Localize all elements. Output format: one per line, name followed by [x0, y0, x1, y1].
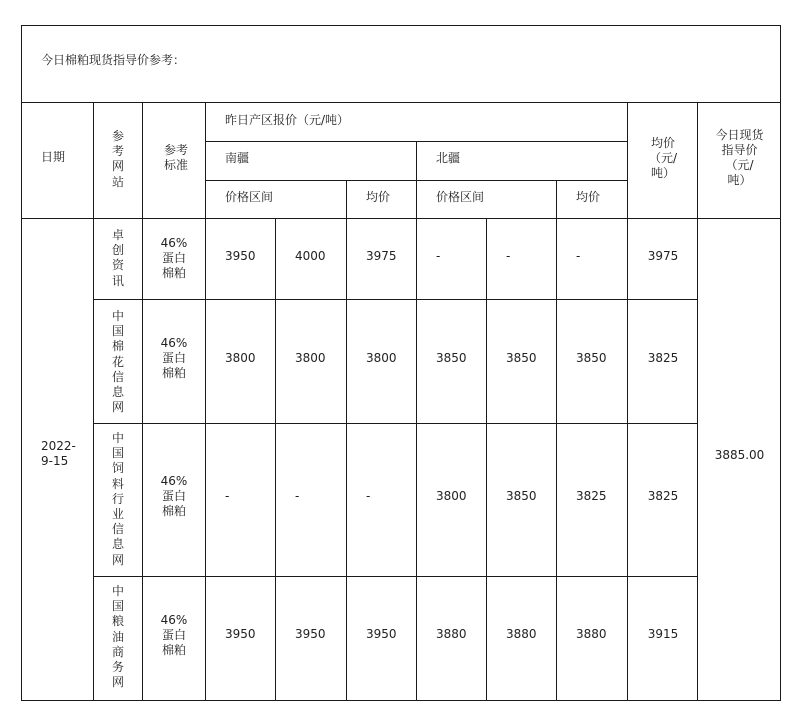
header-bottom-line	[21, 218, 781, 219]
col-line-site	[142, 102, 143, 701]
row2-s-avg: 3800	[366, 351, 397, 365]
row3-standard-l2: 蛋白	[161, 489, 186, 503]
table-title: 今日棉粕现货指导价参考：	[41, 53, 186, 67]
row1-n-avg: -	[576, 249, 581, 263]
row1-n-low: -	[436, 249, 441, 263]
row3-n-high: 3850	[506, 489, 537, 503]
row4-n-high: 3880	[506, 627, 537, 641]
row2-n-high: 3850	[506, 351, 537, 365]
guide-price-value: 3885.00	[714, 448, 765, 462]
row3-s-low: -	[225, 489, 230, 503]
row3-s-avg: -	[366, 489, 371, 503]
col-line-avg	[627, 102, 628, 701]
header-north: 北疆	[436, 151, 461, 165]
row4-standard-l2: 蛋白	[161, 628, 186, 642]
date-line-1: 2022-	[41, 439, 76, 453]
row4-n-low: 3880	[436, 627, 467, 641]
price-reference-table	[21, 25, 781, 701]
header-north-avg: 均价	[576, 190, 601, 204]
row3-n-avg: 3825	[576, 489, 607, 503]
header-south-avg: 均价	[366, 190, 391, 204]
header-guide-line-4: 吨）	[727, 173, 752, 187]
row1-s-avg: 3975	[366, 249, 397, 263]
header-avg-unit-line-2: （元/	[648, 151, 678, 165]
row4-standard	[143, 613, 205, 658]
row3-avg: 3825	[647, 489, 679, 503]
row1-avg: 3975	[647, 249, 679, 263]
row4-site: 中国粮油商务网	[111, 584, 124, 690]
table-border-bottom	[21, 700, 781, 701]
col-line-standard	[205, 102, 206, 701]
header-south-price-range: 价格区间	[225, 190, 274, 204]
row1-standard-l1: 46%	[160, 236, 188, 250]
header-standard-line-1: 参考标准	[163, 143, 188, 172]
header-guide-line-1: 今日现货	[715, 128, 764, 142]
row2-standard-l1: 46%	[160, 336, 188, 350]
col-line-guide	[697, 102, 698, 701]
row2-s-low: 3800	[225, 351, 256, 365]
header-date: 日期	[41, 150, 66, 164]
row1-standard-l2: 蛋白	[161, 251, 186, 265]
col-line-south-north	[416, 141, 417, 701]
title-divider	[21, 102, 781, 103]
row2-n-low: 3850	[436, 351, 467, 365]
header-yesterday-quote: 昨日产区报价（元/吨）	[225, 113, 350, 127]
header-avg-unit	[628, 136, 698, 181]
date-cell	[41, 439, 76, 469]
date-line-2: 9-15	[41, 454, 69, 468]
row3-standard-l1: 46%	[160, 474, 188, 488]
row1-s-high: 4000	[295, 249, 326, 263]
row1-n-high: -	[506, 249, 511, 263]
row4-s-avg: 3950	[366, 627, 397, 641]
row1-standard-l3: 棉粕	[161, 266, 186, 280]
header-guide-price	[698, 128, 781, 188]
row-line-3	[93, 576, 698, 577]
row1-standard	[143, 236, 205, 281]
header-north-price-range: 价格区间	[436, 190, 485, 204]
col-line-date	[93, 102, 94, 701]
row2-s-high: 3800	[295, 351, 326, 365]
row3-n-low: 3800	[436, 489, 467, 503]
row-line-1	[93, 299, 698, 300]
row3-s-high: -	[295, 489, 300, 503]
header-avg-unit-line-1: 均价	[650, 136, 675, 150]
row3-standard-l3: 棉粕	[161, 504, 186, 518]
header-guide-line-3: （元/	[725, 158, 754, 172]
col-line-s-avg	[346, 180, 347, 701]
row4-s-low: 3950	[225, 627, 256, 641]
row2-standard-l3: 棉粕	[161, 366, 186, 380]
row2-n-avg: 3850	[576, 351, 607, 365]
header-south: 南疆	[225, 151, 250, 165]
row2-site: 中国棉花信息网	[111, 309, 124, 415]
row1-s-low: 3950	[225, 249, 256, 263]
table-border-right	[780, 25, 781, 701]
header-avg-unit-line-3: 吨）	[650, 166, 675, 180]
row4-avg: 3915	[647, 627, 679, 641]
row2-avg: 3825	[647, 351, 679, 365]
row2-standard	[143, 336, 205, 381]
row2-standard-l2: 蛋白	[161, 351, 186, 365]
row4-n-avg: 3880	[576, 627, 607, 641]
header-site: 参考网站	[111, 129, 124, 189]
row4-standard-l1: 46%	[160, 613, 188, 627]
row4-s-high: 3950	[295, 627, 326, 641]
header-standard	[147, 143, 205, 173]
row1-site: 卓创资讯	[111, 228, 124, 288]
row3-site: 中国饲料行业信息网	[111, 431, 124, 567]
col-line-s-high	[275, 218, 276, 701]
col-line-n-avg	[556, 180, 557, 701]
row4-standard-l3: 棉粕	[161, 643, 186, 657]
header-guide-line-2: 指导价	[721, 143, 758, 157]
row-line-2	[93, 423, 698, 424]
row3-standard	[143, 474, 205, 519]
table-border-left	[21, 25, 22, 701]
table-border-top	[21, 25, 781, 26]
col-line-n-high	[486, 218, 487, 701]
